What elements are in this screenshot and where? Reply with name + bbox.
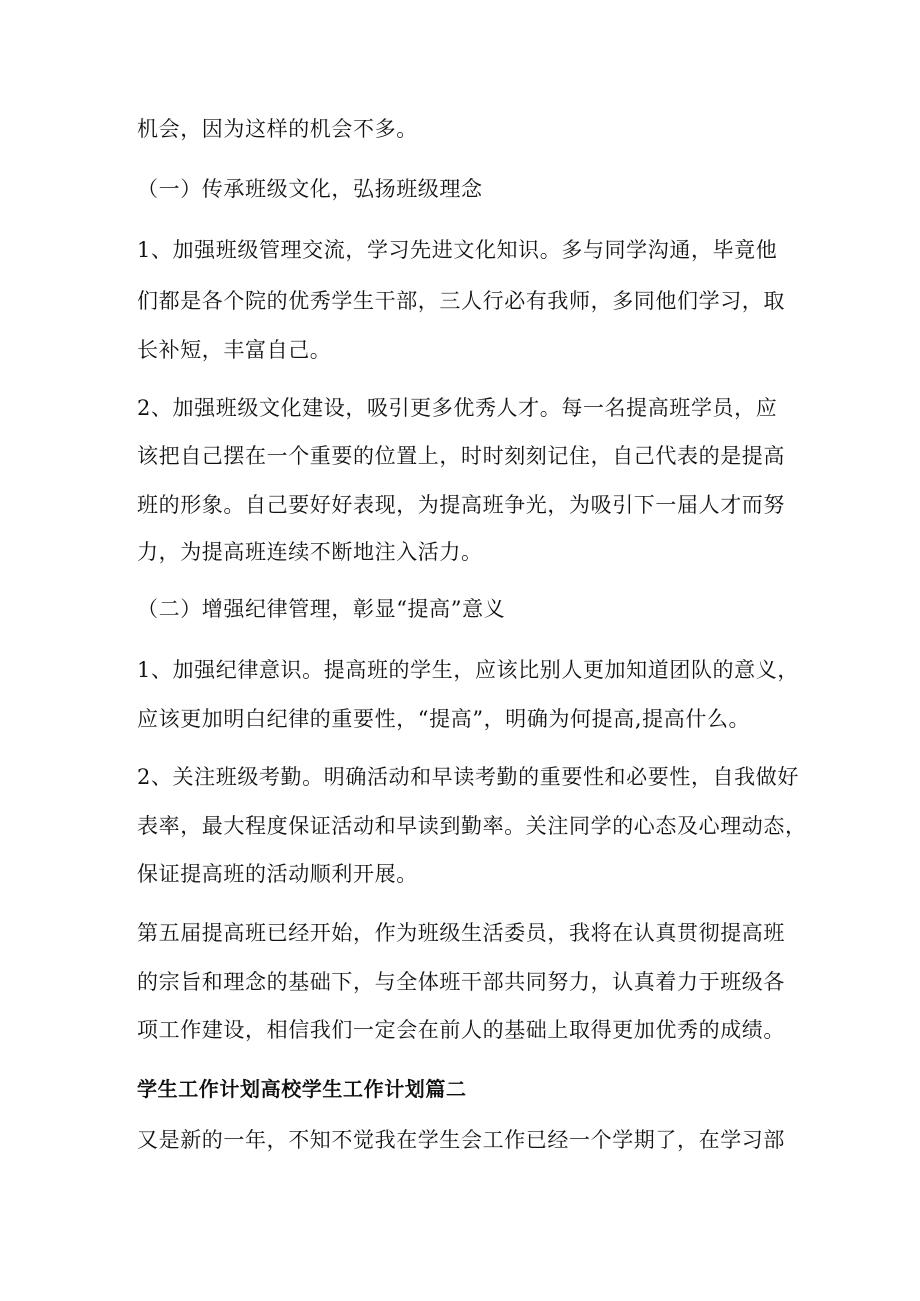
text-line: 应该更加明白纪律的重要性，“提高”，明确为何提高,提高什么。: [137, 707, 751, 731]
section-heading-2: （二）增强纪律管理，彰显“提高”意义: [137, 597, 506, 621]
text-line: 2、关注班级考勤。明确活动和早读考勤的重要性和必要性，自我做好: [137, 765, 799, 789]
text-line: 保证提高班的活动顺利开展。: [137, 862, 418, 886]
text-line: 1、加强班级管理交流，学习先进文化知识。多与同学沟通，毕竟他: [137, 238, 778, 262]
text-line: 长补短，丰富自己。: [137, 338, 332, 362]
text-line: 们都是各个院的优秀学生干部，三人行必有我师，多同他们学习，取: [137, 289, 785, 313]
text-line: 1、加强纪律意识。提高班的学生，应该比别人更加知道团队的意义，: [137, 658, 799, 682]
text-line: 机会，因为这样的机会不多。: [137, 117, 418, 141]
text-line: 表率，最大程度保证活动和早读到勤率。关注同学的心态及心理动态，: [137, 814, 807, 838]
text-line: 又是新的一年，不知不觉我在学生会工作已经一个学期了，在学习部: [137, 1128, 785, 1152]
text-line: 2、加强班级文化建设，吸引更多优秀人才。每一名提高班学员，应: [137, 396, 778, 420]
article-title: 学生工作计划高校学生工作计划篇二: [137, 1077, 467, 1101]
text-line: 班的形象。自己要好好表现，为提高班争光，为吸引下一届人才而努: [137, 493, 785, 517]
text-line: 第五届提高班已经开始，作为班级生活委员，我将在认真贯彻提高班: [137, 921, 785, 945]
text-line: 的宗旨和理念的基础下，与全体班干部共同努力，认真着力于班级各: [137, 970, 785, 994]
text-line: 力，为提高班连续不断地注入活力。: [137, 540, 483, 564]
text-line: 该把自己摆在一个重要的位置上，时时刻刻记住，自己代表的是提高: [137, 444, 785, 468]
section-heading-1: （一）传承班级文化，弘扬班级理念: [137, 177, 483, 201]
text-line: 项工作建设，相信我们一定会在前人的基础上取得更加优秀的成绩。: [137, 1018, 785, 1042]
